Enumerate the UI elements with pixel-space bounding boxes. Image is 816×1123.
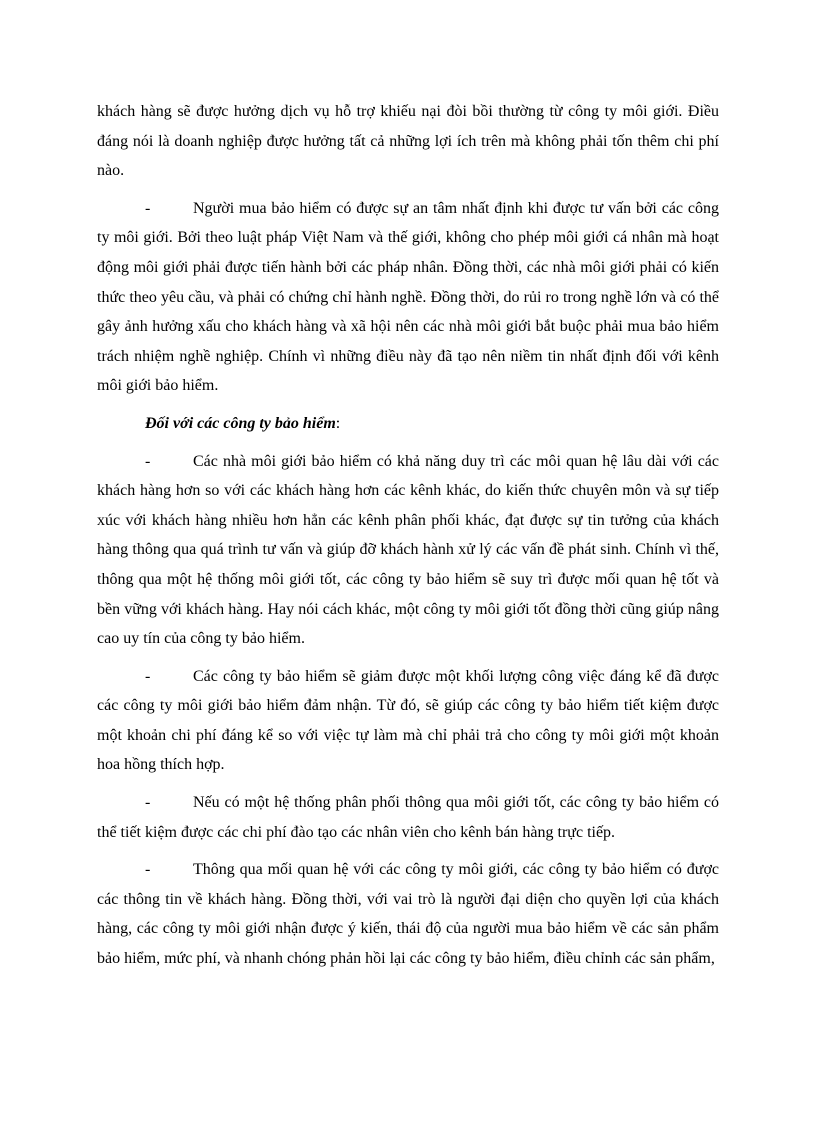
paragraph-continuation: khách hàng sẽ được hưởng dịch vụ hỗ trợ khiếu nại đòi bồi thường từ công ty môi giới. Điều đáng nói là doanh nghiệp được hưởng tất cả những lợi ích trên mà không phải tốn thêm chi phí nào.	[97, 103, 719, 180]
bullet-dash: -	[145, 794, 151, 812]
bullet-dash: -	[145, 861, 151, 879]
bullet-text: Người mua bảo hiểm có được sự an tâm nhất định khi được tư vấn bởi các công ty môi giới. Bởi theo luật pháp Việt Nam và thế giới, không cho phép môi giới cá nhân mà hoạt động môi giới phải được tiến hành bởi các pháp nhân. Đồng thời, các nhà môi giới phải có kiến thức theo yêu cầu, và phải có chứng chỉ hành nghề. Đồng thời, do rủi ro trong nghề lớn và có thể gây ảnh hưởng xấu cho khách hàng và xã hội nên các nhà môi giới bắt buộc phải mua bảo hiểm trách nhiệm nghề nghiệp. Chính vì những điều này đã tạo nên niềm tin nhất định đối với kênh môi giới bảo hiểm.	[97, 199, 719, 395]
bullet-paragraph-training-cost	[97, 788, 719, 847]
bullet-paragraph-customer-info	[97, 855, 719, 973]
bullet-dash: -	[145, 199, 151, 217]
bullet-paragraph-reduced-workload	[97, 662, 719, 780]
section-heading	[97, 409, 719, 439]
document-page	[97, 97, 719, 982]
bullet-text: Các công ty bảo hiểm sẽ giảm được một khối lượng công việc đáng kể đã được các công ty môi giới bảo hiểm đảm nhận. Từ đó, sẽ giúp các công ty bảo hiểm tiết kiệm được một khoản chi phí đáng kể so với việc tự làm mà chỉ phải trả cho công ty môi giới một khoản hoa hồng thích hợp.	[97, 667, 719, 774]
section-heading-colon: :	[335, 414, 341, 432]
bullet-paragraph-long-term-relations	[97, 447, 719, 654]
bullet-text: Các nhà môi giới bảo hiểm có khả năng duy trì các môi quan hệ lâu dài với các khách hàng hơn so với các khách hàng hơn các kênh khác, do kiến thức chuyên môn và sự tiếp xúc với khách hàng nhiều hơn hẳn các kênh phân phối khác, đạt được sự tin tưởng của khách hàng thông qua quá trình tư vấn và giúp đỡ khách hành xử lý các vấn đề phát sinh. Chính vì thế, thông qua một hệ thống môi giới tốt, các công ty bảo hiểm sẽ suy trì được mối quan hệ tốt và bền vững với khách hàng. Hay nói cách khác, một công ty môi giới tốt đồng thời cũng giúp nâng cao uy tín của công ty bảo hiểm.	[97, 452, 719, 648]
bullet-paragraph-buyer-confidence	[97, 194, 719, 401]
bullet-dash: -	[145, 667, 151, 685]
bullet-text: Thông qua mối quan hệ với các công ty môi giới, các công ty bảo hiểm có được các thông tin về khách hàng. Đồng thời, với vai trò là người đại diện cho quyền lợi của khách hàng, các công ty môi giới nhận được ý kiến, thái độ của người mua bảo hiểm về các sản phẩm bảo hiểm, mức phí, và nhanh chóng phản hồi lại các công ty bảo hiểm, điều chỉnh các sản phẩm,	[97, 861, 719, 968]
section-heading-text: Đối với các công ty bảo hiểm	[145, 414, 336, 432]
bullet-dash: -	[145, 452, 151, 470]
bullet-text: Nếu có một hệ thống phân phối thông qua môi giới tốt, các công ty bảo hiểm có thể tiết kiệm được các chi phí đào tạo các nhân viên cho kênh bán hàng trực tiếp.	[97, 794, 719, 841]
